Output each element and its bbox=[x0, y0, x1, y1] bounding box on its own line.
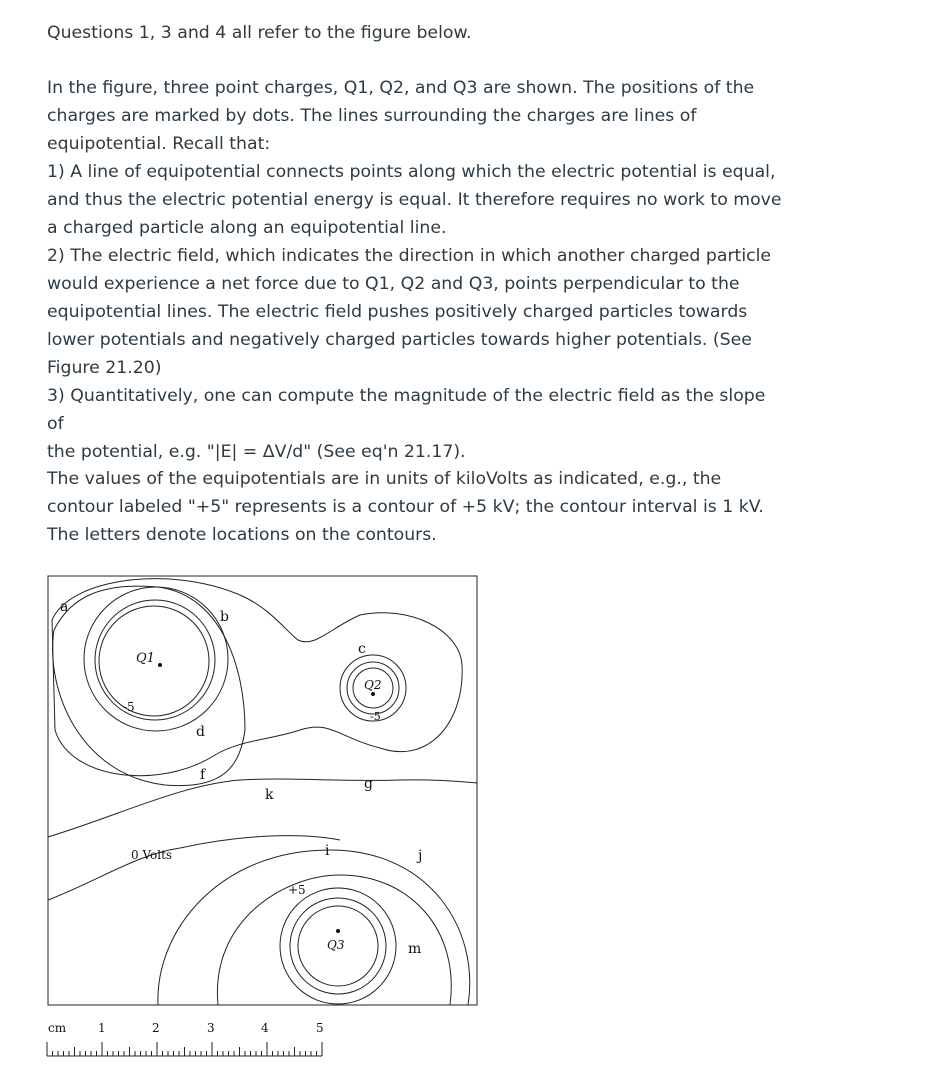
point-j: j bbox=[418, 848, 423, 864]
point-g: g bbox=[364, 776, 373, 792]
body-line: 2) The electric field, which indicates the direction in which another charged particle bbox=[47, 246, 772, 266]
body-line: lower potentials and negatively charged particles towards higher potentials. (See bbox=[47, 330, 752, 350]
q2-label: Q2 bbox=[364, 678, 382, 692]
point-c: c bbox=[358, 641, 366, 657]
body-line: In the figure, three point charges, Q1, Q2, and Q3 are shown. The positions of the bbox=[47, 78, 755, 98]
q3-dot bbox=[336, 929, 340, 933]
body-line: the potential, e.g. "|E| = ΔV/d" (See eq'n 21.17). bbox=[47, 442, 466, 462]
scale-tick-label: 2 bbox=[152, 1021, 160, 1035]
q1-contour bbox=[95, 600, 215, 720]
intro-line: Questions 1, 3 and 4 all refer to the figure below. bbox=[47, 23, 472, 43]
q1-outer-contour bbox=[53, 586, 245, 786]
point-b: b bbox=[220, 609, 229, 625]
q2-contour-label: -5 bbox=[370, 710, 381, 723]
q1-dot bbox=[158, 663, 162, 667]
intro-text bbox=[47, 19, 787, 47]
body-line: equipotential. Recall that: bbox=[47, 134, 271, 154]
q1-contour-label: -5 bbox=[123, 700, 135, 714]
scale-tick-label: 1 bbox=[98, 1021, 106, 1035]
middle-contour bbox=[48, 779, 477, 837]
point-i: i bbox=[325, 843, 330, 859]
scale-unit-label: cm bbox=[48, 1021, 67, 1035]
scale-tick-label: 3 bbox=[207, 1021, 215, 1035]
q3-label: Q3 bbox=[327, 938, 345, 952]
units-line: contour labeled "+5" represents is a contour of +5 kV; the contour interval is 1 kV. bbox=[47, 497, 764, 517]
body-line: equipotential lines. The electric field pushes positively charged particles towards bbox=[47, 302, 748, 322]
q3-contour bbox=[158, 850, 470, 1005]
zero-volt-label: 0 Volts bbox=[131, 848, 173, 862]
body-line: Figure 21.20) bbox=[47, 358, 162, 378]
outer-upper-contour bbox=[52, 579, 462, 776]
units-text bbox=[47, 465, 787, 549]
equipotential-figure bbox=[40, 570, 490, 1070]
body-line: and thus the electric potential energy is equal. It therefore requires no work to move bbox=[47, 190, 782, 210]
q2-dot bbox=[371, 692, 375, 696]
point-m: m bbox=[408, 941, 422, 957]
units-line: The letters denote locations on the contours. bbox=[47, 525, 437, 545]
description-text bbox=[47, 74, 787, 466]
body-line: a charged particle along an equipotential line. bbox=[47, 218, 447, 238]
scale-tick-label: 5 bbox=[316, 1021, 324, 1035]
point-f: f bbox=[200, 767, 206, 783]
scale-tick-label: 4 bbox=[261, 1021, 269, 1035]
body-line: 1) A line of equipotential connects points along which the electric potential is equal, bbox=[47, 162, 776, 182]
body-line: 3) Quantitatively, one can compute the magnitude of the electric field as the slope of bbox=[47, 386, 766, 434]
point-a: a bbox=[60, 599, 69, 615]
point-d: d bbox=[196, 724, 205, 740]
q1-label: Q1 bbox=[136, 651, 155, 666]
body-line: charges are marked by dots. The lines surrounding the charges are lines of bbox=[47, 106, 697, 126]
q3-contour-label: +5 bbox=[288, 883, 306, 897]
body-line: would experience a net force due to Q1, Q2 and Q3, points perpendicular to the bbox=[47, 274, 740, 294]
point-k: k bbox=[265, 787, 274, 803]
units-line: The values of the equipotentials are in units of kiloVolts as indicated, e.g., the bbox=[47, 469, 722, 489]
scale-bar bbox=[47, 1021, 324, 1056]
q1-contour bbox=[84, 587, 228, 731]
